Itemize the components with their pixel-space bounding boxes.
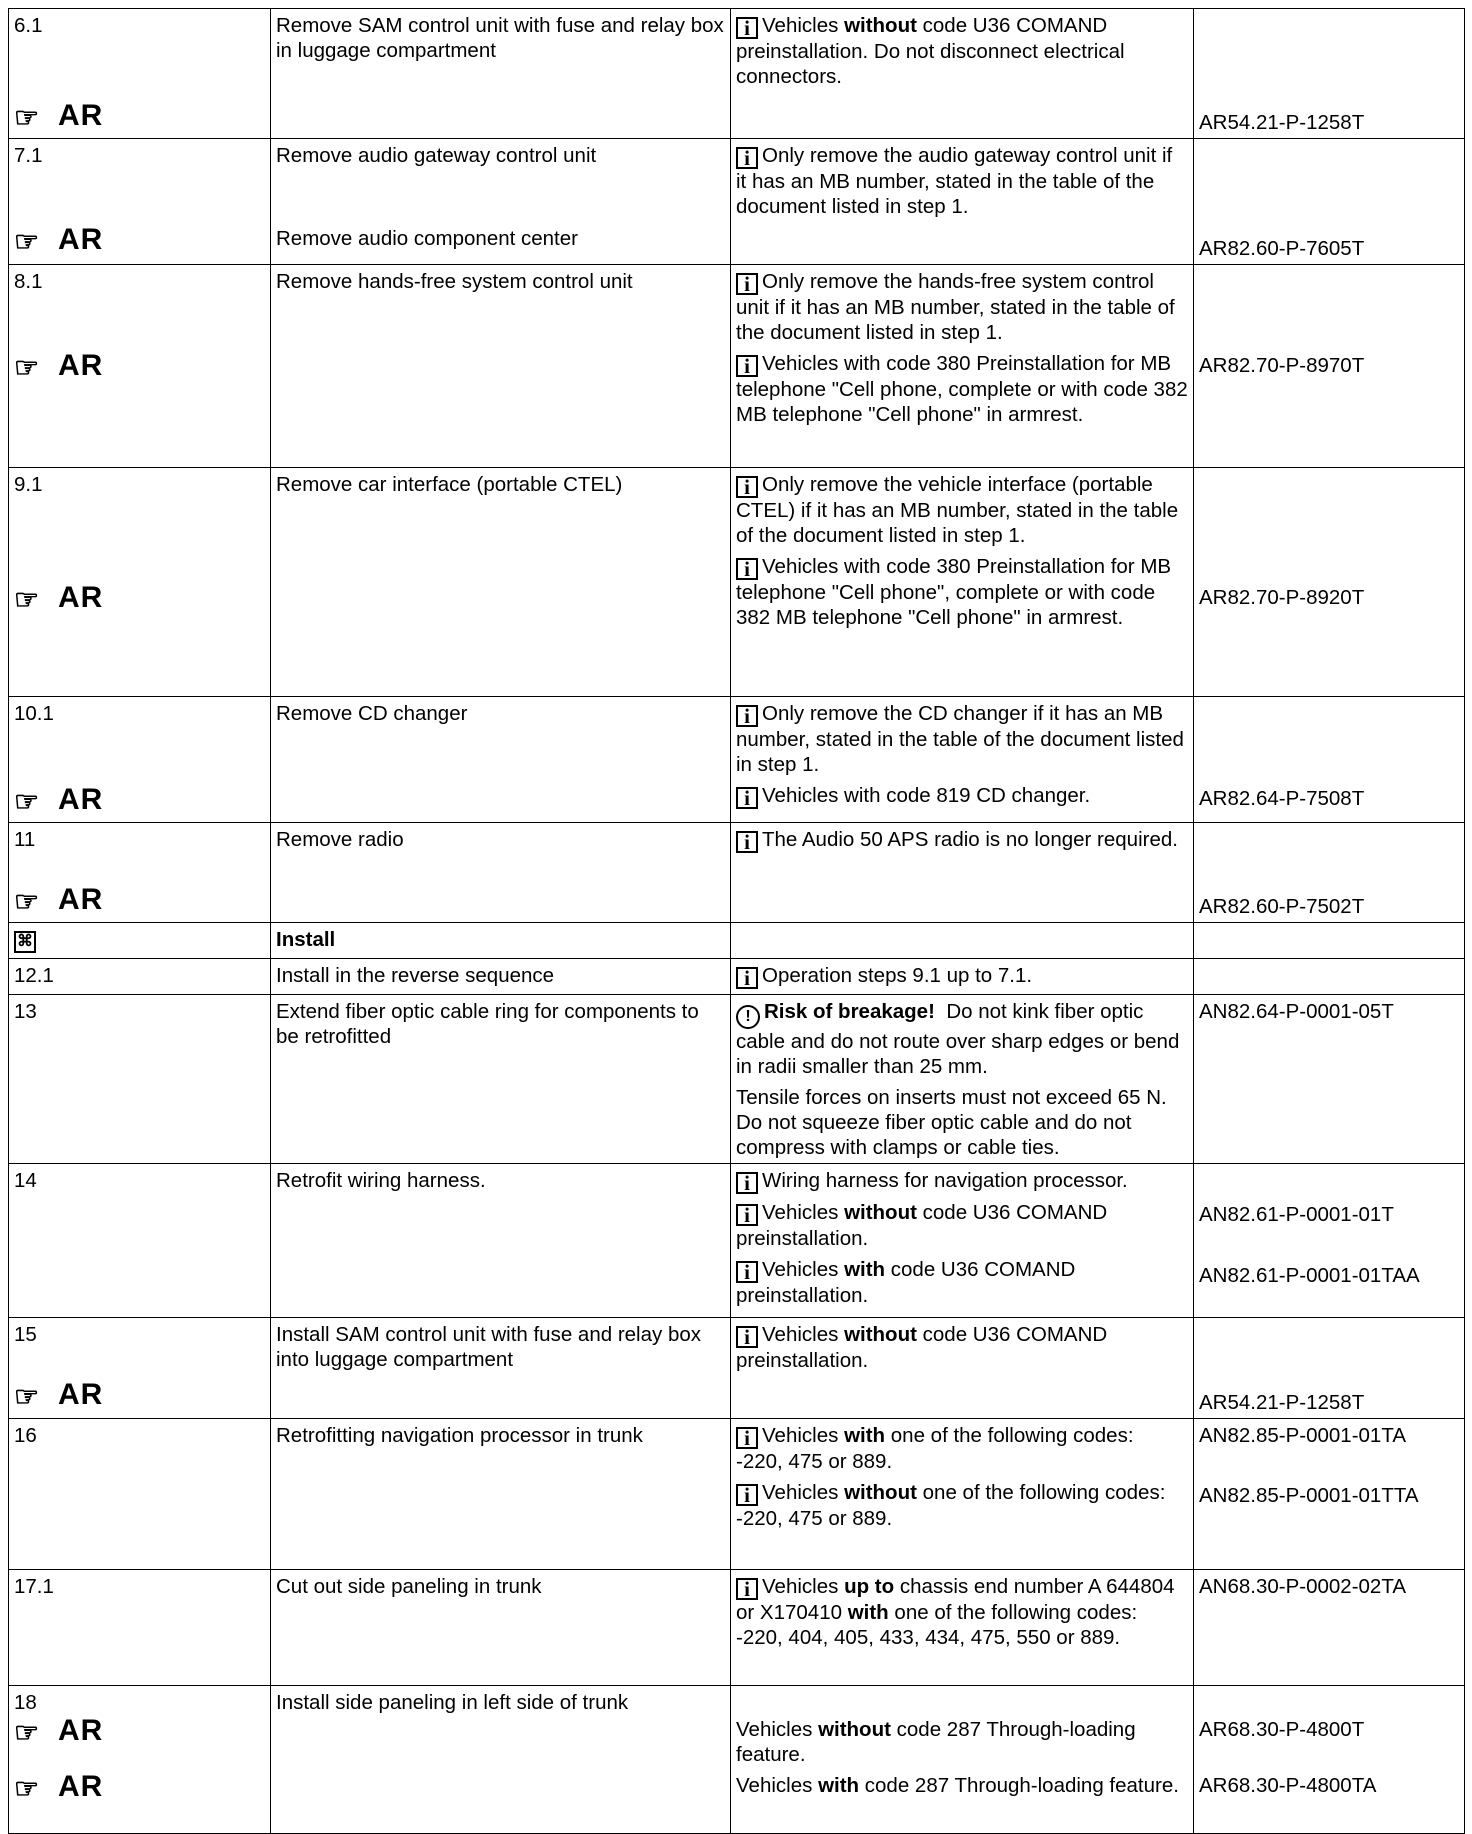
step-number: 16	[14, 1424, 37, 1447]
info-icon: i	[736, 147, 758, 169]
info-icon: i	[736, 558, 758, 580]
action-cell	[271, 697, 731, 823]
step-cell	[9, 1164, 271, 1318]
table-row	[9, 1164, 1465, 1318]
note: i Only remove the hands-free system control unit if it has an MB number, stated in the table of the document listed in step 1.	[736, 270, 1175, 344]
pointing-hand-icon: ☞	[14, 226, 41, 257]
notes-cell	[731, 1686, 1194, 1834]
reference-cell	[1194, 1570, 1465, 1686]
ar-link[interactable]: ☞ AR	[14, 99, 104, 133]
reference-cell	[1194, 995, 1465, 1164]
step-number: 8.1	[14, 270, 43, 293]
table-row	[9, 1419, 1465, 1570]
reference-cell	[1194, 823, 1465, 923]
ar-link[interactable]: ☞ AR	[14, 349, 104, 383]
notes-cell	[731, 923, 1194, 959]
note: i Only remove the vehicle interface (portable CTEL) if it has an MB number, stated in the table of the document listed in step 1.	[736, 473, 1179, 547]
action-text: Install in the reverse sequence	[276, 964, 555, 987]
reference-link[interactable]: AR54.21-P-1258T	[1199, 1391, 1365, 1414]
warning-note: ! Risk of breakage! Do not kink fiber optic cable and do not route over sharp edges or bend in radii smaller than 25 mm.	[736, 1000, 1180, 1078]
pointing-hand-icon: ☞	[14, 102, 41, 133]
step-cell	[9, 1419, 271, 1570]
reference-link[interactable]: AR68.30-P-4800T	[1199, 1718, 1365, 1741]
note: i Vehicles with code U36 COMAND preinstallation.	[736, 1258, 1076, 1307]
action-text: Remove CD changer	[276, 702, 468, 725]
step-cell	[9, 468, 271, 697]
step-cell	[9, 1318, 271, 1419]
notes-cell	[731, 959, 1194, 995]
info-icon: i	[736, 1326, 758, 1348]
step-cell	[9, 697, 271, 823]
action-cell	[271, 1686, 731, 1834]
ar-link[interactable]: ☞ AR	[14, 883, 104, 917]
reference-link[interactable]: AR68.30-P-4800TA	[1199, 1774, 1377, 1797]
action-text: Extend fiber optic cable ring for components to be retrofitted	[276, 1000, 699, 1048]
reference-cell	[1194, 1686, 1465, 1834]
step-cell	[9, 139, 271, 265]
reference-cell	[1194, 959, 1465, 995]
action-cell	[271, 1419, 731, 1570]
reference-cell	[1194, 139, 1465, 265]
reference-cell	[1194, 1419, 1465, 1570]
action-cell	[271, 265, 731, 468]
notes-cell	[731, 823, 1194, 923]
pointing-hand-icon: ☞	[14, 886, 41, 917]
action-text: Remove SAM control unit with fuse and relay box in luggage compartment	[276, 14, 724, 62]
step-number: 6.1	[14, 14, 43, 37]
reference-cell	[1194, 265, 1465, 468]
table-row	[9, 1686, 1465, 1834]
action-text: Remove hands-free system control unit	[276, 270, 633, 293]
ar-link[interactable]: ☞ AR	[14, 783, 104, 817]
notes-cell	[731, 1570, 1194, 1686]
reference-link[interactable]: AN82.61-P-0001-01T	[1199, 1203, 1394, 1226]
pointing-hand-icon: ☞	[14, 1717, 41, 1748]
note: i Vehicles with one of the following codes: -220, 475 or 889.	[736, 1424, 1134, 1473]
info-icon: i	[736, 355, 758, 377]
note: i Wiring harness for navigation processor.	[736, 1168, 1188, 1194]
action-cell	[271, 139, 731, 265]
note: i Only remove the CD changer if it has an MB number, stated in the table of the document listed in step 1.	[736, 702, 1184, 776]
info-icon: i	[736, 1427, 758, 1449]
note: i Vehicles without code U36 COMAND preinstallation.	[736, 1201, 1108, 1250]
ar-link[interactable]: ☞ AR	[14, 223, 104, 257]
info-icon: i	[736, 787, 758, 809]
info-icon: i	[736, 1172, 758, 1194]
note: i The Audio 50 APS radio is no longer required.	[736, 827, 1188, 853]
notes-cell	[731, 1164, 1194, 1318]
reference-link[interactable]: AN82.85-P-0001-01TA	[1199, 1424, 1407, 1447]
table-row	[9, 823, 1465, 923]
pointing-hand-icon: ☞	[14, 584, 41, 615]
note: i Vehicles without code U36 COMAND preinstallation. Do not disconnect electrical connectors.	[736, 14, 1125, 88]
reference-cell	[1194, 697, 1465, 823]
notes-cell	[731, 1419, 1194, 1570]
install-icon: ⌘	[14, 931, 36, 953]
info-icon: i	[736, 1578, 758, 1600]
note: Tensile forces on inserts must not exceed 65 N. Do not squeeze fiber optic cable and do not compress with clamps or cable ties.	[736, 1086, 1167, 1159]
table-row	[9, 959, 1465, 995]
note: i Operation steps 9.1 up to 7.1.	[736, 963, 1188, 989]
ar-link[interactable]: ☞ AR	[14, 1770, 104, 1804]
info-icon: i	[736, 1204, 758, 1226]
step-cell	[9, 9, 271, 139]
action-text: Retrofitting navigation processor in trunk	[276, 1424, 643, 1447]
step-number: 18	[14, 1691, 37, 1714]
reference-link[interactable]: AN82.61-P-0001-01TAA	[1199, 1264, 1420, 1287]
info-icon: i	[736, 705, 758, 727]
table-row	[9, 139, 1465, 265]
step-number: 14	[14, 1169, 37, 1192]
step-number: 11	[14, 828, 36, 851]
info-icon: i	[736, 831, 758, 853]
step-cell	[9, 1686, 271, 1834]
table-row	[9, 9, 1465, 139]
info-icon: i	[736, 967, 758, 989]
ar-link[interactable]: ☞ AR	[14, 581, 104, 615]
action-cell	[271, 995, 731, 1164]
info-icon: i	[736, 476, 758, 498]
notes-cell	[731, 1318, 1194, 1419]
table-row	[9, 697, 1465, 823]
reference-cell	[1194, 1164, 1465, 1318]
step-cell	[9, 995, 271, 1164]
reference-link[interactable]: AR82.60-P-7502T	[1199, 895, 1365, 918]
note: Vehicles without code 287 Through-loading feature.	[736, 1718, 1136, 1766]
notes-cell	[731, 139, 1194, 265]
step-number: 7.1	[14, 144, 43, 167]
step-cell	[9, 923, 271, 959]
step-cell	[9, 265, 271, 468]
note: i Vehicles with code 380 Preinstallation for MB telephone "Cell phone", complete or with code 382 MB telephone "Cell phone" in armrest.	[736, 555, 1172, 629]
table-row	[9, 1318, 1465, 1419]
reference-link[interactable]: AR82.60-P-7605T	[1199, 237, 1365, 260]
info-icon: i	[736, 17, 758, 39]
note: i Vehicles with code 819 CD changer.	[736, 783, 1188, 809]
note: Vehicles with code 287 Through-loading feature.	[736, 1774, 1179, 1797]
notes-cell	[731, 468, 1194, 697]
notes-cell	[731, 995, 1194, 1164]
table-row	[9, 265, 1465, 468]
pointing-hand-icon: ☞	[14, 1381, 41, 1412]
note: i Vehicles up to chassis end number A 644804 or X170410 with one of the following codes: -220, 404, 405, 433, 434, 475, 550 or 889.	[736, 1575, 1175, 1649]
notes-cell	[731, 265, 1194, 468]
action-text: Remove audio component center	[276, 227, 578, 250]
info-icon: i	[736, 273, 758, 295]
action-cell	[271, 468, 731, 697]
reference-cell	[1194, 9, 1465, 139]
note: i Vehicles with code 380 Preinstallation for MB telephone "Cell phone, complete or with code 382 MB telephone "Cell phone" in armrest.	[736, 352, 1188, 426]
step-cell	[9, 1570, 271, 1686]
action-text: Cut out side paneling in trunk	[276, 1575, 542, 1598]
action-text: Retrofit wiring harness.	[276, 1169, 486, 1192]
step-number: 10.1	[14, 702, 54, 725]
reference-link[interactable]: AR82.70-P-8920T	[1199, 586, 1365, 609]
note: i Only remove the audio gateway control unit if it has an MB number, stated in the table of the document listed in step 1.	[736, 144, 1173, 218]
reference-link[interactable]: AR82.70-P-8970T	[1199, 354, 1365, 377]
action-text: Install SAM control unit with fuse and relay box into luggage compartment	[276, 1323, 702, 1371]
table-row	[9, 995, 1465, 1164]
info-icon: i	[736, 1484, 758, 1506]
pointing-hand-icon: ☞	[14, 786, 41, 817]
note: i Vehicles without one of the following codes: -220, 475 or 889.	[736, 1481, 1166, 1530]
ar-link[interactable]: ☞ AR	[14, 1378, 104, 1412]
step-number: 17.1	[14, 1575, 54, 1598]
reference-link[interactable]: AR54.21-P-1258T	[1199, 111, 1365, 134]
procedure-table	[8, 8, 1465, 1834]
table-row	[9, 1570, 1465, 1686]
reference-link[interactable]: AR82.64-P-7508T	[1199, 787, 1365, 810]
step-cell	[9, 823, 271, 923]
step-cell	[9, 959, 271, 995]
notes-cell	[731, 9, 1194, 139]
action-cell	[271, 923, 731, 959]
reference-link[interactable]: AN82.85-P-0001-01TTA	[1199, 1484, 1419, 1507]
info-icon: i	[736, 1261, 758, 1283]
action-cell	[271, 1570, 731, 1686]
table-row	[9, 468, 1465, 697]
action-cell	[271, 1318, 731, 1419]
pointing-hand-icon: ☞	[14, 1773, 41, 1804]
action-cell	[271, 823, 731, 923]
reference-cell	[1194, 1318, 1465, 1419]
action-cell	[271, 1164, 731, 1318]
section-heading: Install	[276, 928, 336, 951]
action-text: Remove audio gateway control unit	[276, 144, 597, 167]
table-row	[9, 923, 1465, 959]
step-number: 9.1	[14, 473, 43, 496]
ar-link[interactable]: ☞ AR	[14, 1714, 104, 1748]
notes-cell	[731, 697, 1194, 823]
step-number: 15	[14, 1323, 37, 1346]
action-text: Install side paneling in left side of trunk	[276, 1691, 629, 1714]
reference-link[interactable]: AN82.64-P-0001-05T	[1199, 1000, 1394, 1023]
reference-cell	[1194, 923, 1465, 959]
warning-icon: !	[736, 1005, 760, 1029]
step-number: 13	[14, 1000, 37, 1023]
reference-cell	[1194, 468, 1465, 697]
step-number: 12.1	[14, 964, 54, 987]
action-cell	[271, 9, 731, 139]
pointing-hand-icon: ☞	[14, 352, 41, 383]
action-text: Remove radio	[276, 828, 404, 851]
action-text: Remove car interface (portable CTEL)	[276, 473, 623, 496]
note: i Vehicles without code U36 COMAND preinstallation.	[736, 1323, 1108, 1372]
reference-link[interactable]: AN68.30-P-0002-02TA	[1199, 1575, 1407, 1598]
action-cell	[271, 959, 731, 995]
